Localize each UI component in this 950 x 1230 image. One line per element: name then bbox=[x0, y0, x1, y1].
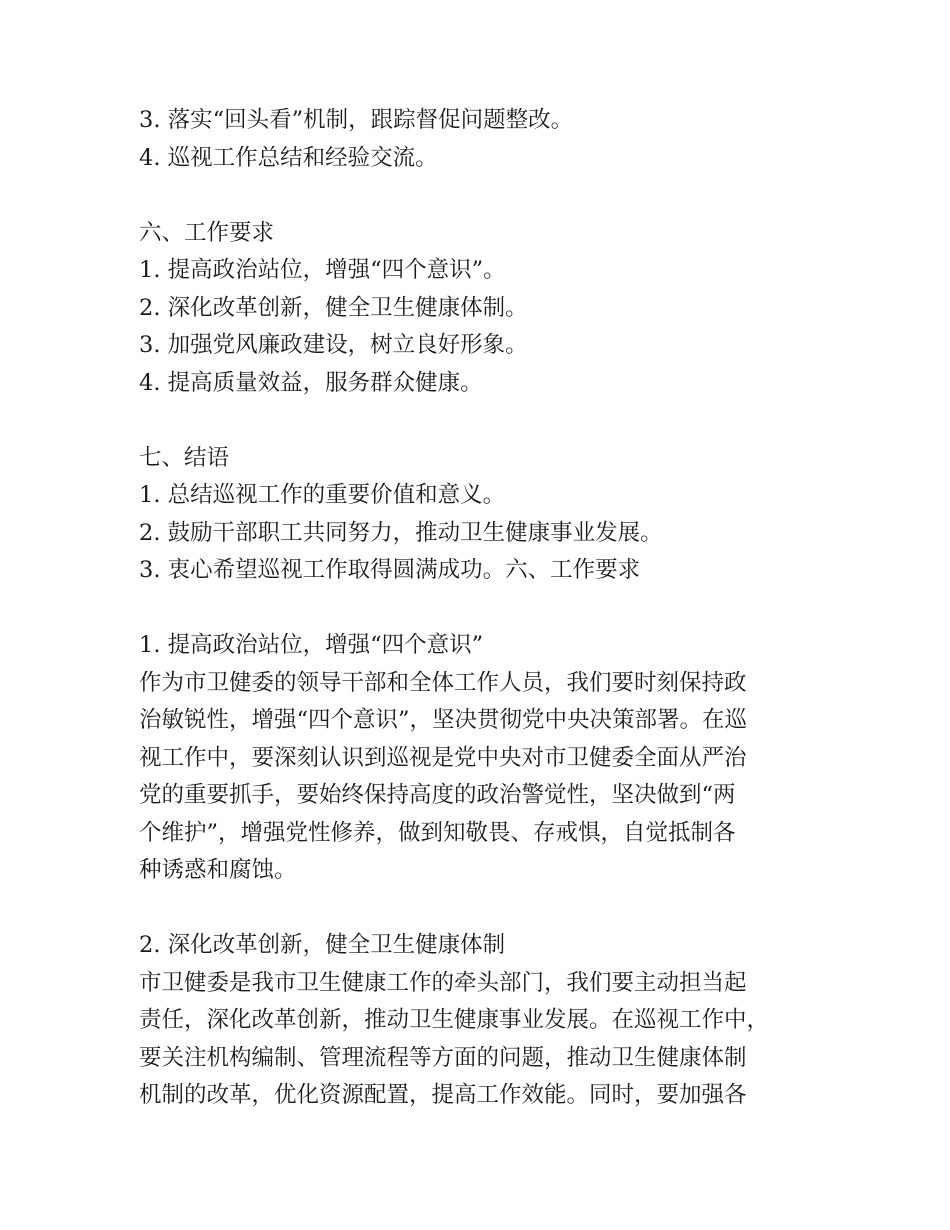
section-heading-six: 六、工作要求 bbox=[139, 219, 275, 246]
paragraph-line: 党的重要抓手，要始终保持高度的政治警觉性，坚决做到“两 bbox=[139, 782, 736, 808]
list-item: 1. 提高政治站位，增强“四个意识”。 bbox=[139, 257, 506, 283]
list-item: 3. 落实“回头看”机制，跟踪督促问题整改。 bbox=[139, 107, 574, 133]
list-item: 4. 巡视工作总结和经验交流。 bbox=[139, 144, 438, 171]
paragraph-line: 种诱惑和腐蚀。 bbox=[139, 857, 297, 883]
paragraph-gap bbox=[139, 402, 839, 440]
paragraph-line: 市卫健委是我市卫生健康工作的牵头部门，我们要主动担当起 bbox=[139, 969, 747, 996]
paragraph-line: 机制的改革，优化资源配置，提高工作效能。同时，要加强各 bbox=[139, 1082, 747, 1108]
paragraph-line: 视工作中，要深刻认识到巡视是党中央对市卫健委全面从严治 bbox=[139, 744, 747, 771]
section-heading-seven: 七、结语 bbox=[139, 444, 230, 471]
paragraph-line: 作为市卫健委的领导干部和全体工作人员，我们要时刻保持政 bbox=[139, 669, 747, 696]
detail-heading-2: 2. 深化改革创新，健全卫生健康体制 bbox=[139, 932, 506, 958]
paragraph-gap bbox=[139, 890, 839, 928]
list-item: 3. 加强党风廉政建设，树立良好形象。 bbox=[139, 332, 528, 358]
paragraph-line: 治敏锐性，增强“四个意识”，坚决贯彻党中央决策部署。在巡 bbox=[139, 707, 748, 733]
paragraph-gap bbox=[139, 590, 839, 628]
paragraph-line: 责任，深化改革创新，推动卫生健康事业发展。在巡视工作中， bbox=[139, 1007, 770, 1033]
paragraph-line: 个维护”，增强党性修养，做到知敬畏、存戒惧，自觉抵制各 bbox=[139, 819, 736, 846]
list-item: 3. 衷心希望巡视工作取得圆满成功。六、工作要求 bbox=[139, 557, 641, 583]
paragraph-line: 要关注机构编制、管理流程等方面的问题，推动卫生健康体制 bbox=[139, 1044, 747, 1071]
document-page bbox=[139, 102, 839, 1115]
detail-heading-1: 1. 提高政治站位，增强“四个意识” bbox=[139, 632, 484, 658]
list-item: 1. 总结巡视工作的重要价值和意义。 bbox=[139, 482, 506, 508]
list-item: 2. 鼓励干部职工共同努力，推动卫生健康事业发展。 bbox=[139, 519, 663, 546]
list-item: 4. 提高质量效益，服务群众健康。 bbox=[139, 369, 483, 396]
paragraph-gap bbox=[139, 177, 839, 215]
list-item: 2. 深化改革创新，健全卫生健康体制。 bbox=[139, 294, 528, 321]
